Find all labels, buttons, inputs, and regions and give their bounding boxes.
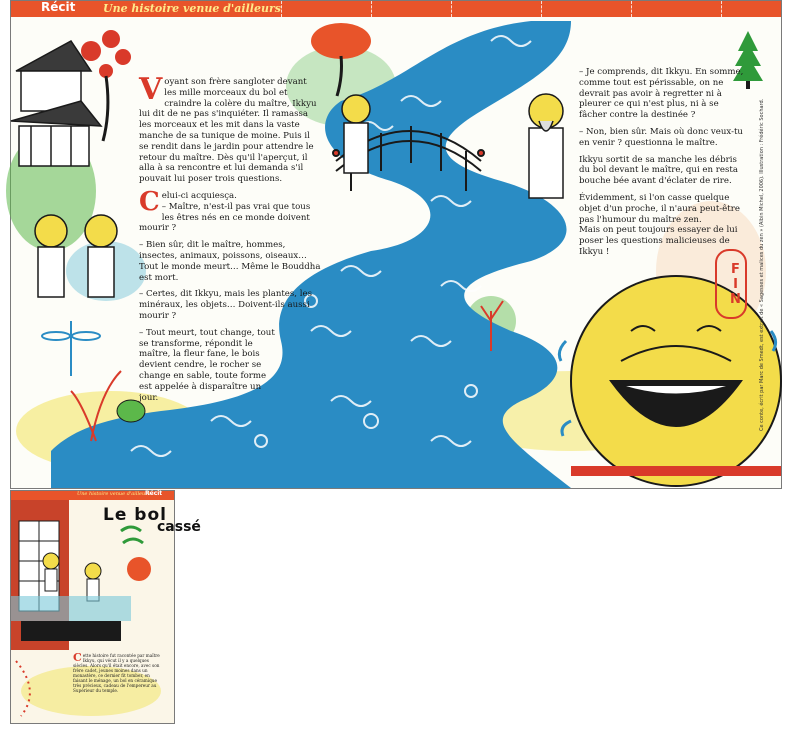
magazine-spread — [10, 0, 782, 489]
drop-cap: C — [73, 651, 82, 664]
paragraph: – Tout meurt, tout change, tout se transforme, répondit le maître, la fleur fane, le bois devient cendre, le rocher se change en sable, toute forme est appelée à disparaître un jour. — [139, 327, 275, 403]
credits-text: Ce conte, écrit par Marc de Smedt, est extrait de « Sagesses et malices du zen » (Albin Michel, 2006). Illustration : Frédéric Sochard. — [759, 98, 765, 431]
drop-cap: C — [139, 186, 160, 217]
story-text-right — [579, 67, 749, 258]
monk-smiling — [85, 215, 117, 297]
paragraph: – Non, bien sûr. Mais où donc veux-tu en venir ? questionna le maître. — [579, 126, 743, 148]
story-title-vertical: cassé — [157, 519, 201, 535]
drop-cap: V — [139, 72, 163, 107]
section-subtitle: Une histoire venue d'ailleurs — [103, 2, 281, 15]
section-label: Récit — [145, 490, 163, 497]
paragraph: – Bien sûr, dit le maître, hommes, insectes, animaux, poissons, oiseaux… Tout le monde meurt… Même le Bouddha est mort. — [139, 240, 321, 283]
paragraph: Celui-ci acquiesça. – Maître, n'est-il pas vrai que tous les êtres nés en ce monde doivent mourir ? — [139, 186, 311, 234]
monk-ikkyu-bridge — [342, 95, 370, 173]
intro-paragraph: Cette histoire fut racontée par maître Ikkyu, qui vécut il y a quelques siècles. Alors qu'il était encore, avec son frère cadet, jeunes moines dans un monastère, ce dernier fit tomber, en faisant le ménage, un bol en céramique très précieux, cadeau de l'empereur au Supérieur du temple. — [73, 651, 160, 693]
zen-master — [529, 94, 563, 198]
opening-page-thumbnail — [10, 490, 201, 724]
section-label: Récit — [41, 0, 76, 14]
laughing-master — [559, 276, 781, 486]
story-text-left — [139, 72, 321, 409]
monk-crying — [35, 215, 67, 297]
paragraph: Évidemment, si l'on casse quelque objet d'un proche, il n'aura peut-être pas l'humour du maître zen. Mais on peut toujours essayer de lui poser les questions malicieuses de Ikkyu ! — [579, 192, 740, 257]
paragraph: – Je comprends, dit Ikkyu. En somme, comme tout est périssable, on ne devrait pas avoir à regretter ni à pleurer ce qui n'est plus, ni à se fâcher contre la destinée ? — [579, 67, 744, 121]
story-title: Le bol — [103, 505, 167, 525]
section-subtitle: Une histoire venue d'ailleurs — [77, 491, 151, 497]
dragonfly — [42, 321, 100, 376]
paragraph: Voyant son frère sangloter devant les mille morceaux du bol et craindre la colère du maître, Ikkyu lui dit de ne pas s'inquiéter. Il ramassa les morceaux et les mit dans la vaste manche de sa tunique de moine. Puis il se rendit dans le jardin pour attendre le retour du maître. Dès qu'il l'aperçut, il alla à sa rencontre et lui demanda s'il pouvait lui poser trois questions. — [139, 72, 317, 185]
paragraph: – Certes, dit Ikkyu, mais les plantes, les minéraux, les objets… Doivent-ils aussi mourir ? — [139, 289, 313, 321]
paragraph: Ikkyu sortit de sa manche les débris du bol devant le maître, qui en resta bouche bée avant d'éclater de rire. — [579, 154, 738, 187]
end-stamp: FIN — [715, 249, 747, 319]
